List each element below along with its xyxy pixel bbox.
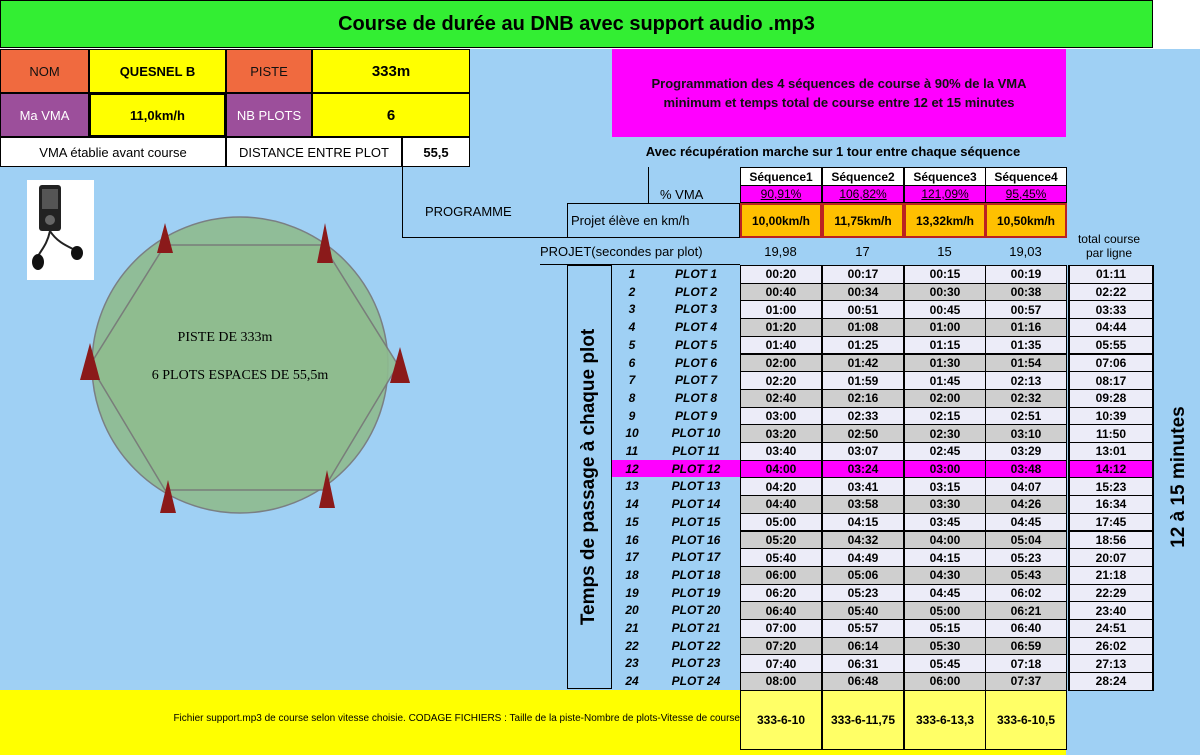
row-plot-label: PLOT 21 [671,621,721,635]
sequence-header: Séquence4 [985,167,1067,186]
sequence-pct: 121,09% [904,185,986,203]
total-cell: 10:39 [1068,407,1154,426]
time-cell: 02:00 [740,354,822,373]
row-plot-label: PLOT 6 [674,355,717,370]
vertical-label-left-text: Temps de passage à chaque plot [578,328,600,626]
total-cell: 26:02 [1068,637,1154,656]
sequence-header: Séquence2 [822,167,904,186]
row-number: 1 [628,267,636,281]
pct-vma-label: % VMA [660,187,704,202]
time-cell: 05:45 [904,654,986,673]
time-cell: 06:00 [740,566,822,585]
nom-label: NOM [0,49,89,93]
row-plot-label: PLOT 4 [674,320,717,335]
total-cell: 08:17 [1068,371,1154,390]
time-cell: 00:51 [822,300,904,319]
row-number: 7 [628,373,636,388]
time-cell: 06:14 [822,637,904,656]
row-plot-label: PLOT 14 [671,497,721,512]
time-cell: 06:21 [985,601,1067,620]
time-cell: 05:40 [822,601,904,620]
programme-label: PROGRAMME [425,204,512,219]
recup-note: Avec récupération marche sur 1 tour entre chaque séquence [645,144,1021,159]
time-cell: 01:40 [740,336,822,355]
sequence-seconds: 17 [855,244,870,259]
sequence-speed[interactable]: 11,75km/h [822,203,904,238]
time-cell: 05:23 [822,584,904,603]
time-cell: 00:40 [740,283,822,302]
row-number: 16 [625,532,639,547]
piste-label: PISTE [226,49,312,93]
row-plot-label: PLOT 18 [671,567,721,582]
projet-sec-label: PROJET(secondes par plot) [540,244,703,259]
time-cell: 03:15 [904,477,986,496]
total-cell: 03:33 [1068,300,1154,319]
time-cell: 04:26 [985,495,1067,514]
sequence-seconds: 19,98 [764,244,797,259]
time-cell: 05:00 [904,601,986,620]
row-number: 9 [628,408,636,423]
row-number: 14 [625,497,639,512]
time-cell: 00:19 [985,265,1067,284]
time-cell: 05:57 [822,619,904,638]
time-cell: 07:20 [740,637,822,656]
time-cell: 00:17 [822,265,904,284]
time-cell: 01:20 [740,318,822,337]
time-cell: 01:00 [904,318,986,337]
sequence-speed[interactable]: 13,32km/h [904,203,986,238]
total-cell: 28:24 [1068,672,1154,691]
row-plot-label: PLOT 5 [674,337,717,352]
time-cell: 04:40 [740,495,822,514]
time-cell: 03:07 [822,442,904,461]
distance-value: 55,5 [402,137,470,167]
total-cell: 23:40 [1068,601,1154,620]
time-cell: 06:40 [740,601,822,620]
total-cell: 22:29 [1068,584,1154,603]
time-cell: 05:30 [904,637,986,656]
total-cell: 07:06 [1068,354,1154,373]
row-number: 2 [628,284,636,299]
row-plot-label: PLOT 24 [671,674,721,689]
projet-kmh-label: Projet élève en km/h [567,203,740,238]
time-cell: 04:30 [904,566,986,585]
row-number: 11 [625,444,639,458]
total-cell: 11:50 [1068,424,1154,443]
time-cell: 05:06 [822,566,904,585]
total-cell: 20:07 [1068,548,1154,567]
row-number: 19 [625,585,639,600]
time-cell: 02:45 [904,442,986,461]
row-plot-label: PLOT 23 [671,656,721,671]
row-number: 6 [628,355,636,370]
total-cell: 09:28 [1068,389,1154,408]
total-cell: 14:12 [1068,460,1154,479]
file-code: 333-6-10 [740,690,822,750]
time-cell: 06:40 [985,619,1067,638]
programme-line2: minimum et temps total de course entre 12 et 15 minutes [663,95,1015,110]
total-cell: 21:18 [1068,566,1154,585]
row-plot-label: PLOT 16 [671,532,721,547]
time-cell: 01:42 [822,354,904,373]
vma-label: Ma VMA [0,93,89,137]
row-plot-label: PLOT 15 [671,514,721,529]
sequence-seconds: 15 [937,244,952,259]
sequence-pct: 90,91% [740,185,822,203]
time-cell: 02:00 [904,389,986,408]
row-number: 12 [625,461,639,476]
time-cell: 07:37 [985,672,1067,691]
vma-note: VMA établie avant course [0,137,226,167]
row-number: 21 [625,621,639,635]
total-header: total course par ligne [1077,232,1141,260]
sequence-pct: 106,82% [822,185,904,203]
file-code: 333-6-10,5 [985,690,1067,750]
time-cell: 04:32 [822,531,904,550]
time-cell: 01:59 [822,371,904,390]
time-cell: 06:00 [904,672,986,691]
time-cell: 04:15 [904,548,986,567]
time-cell: 05:20 [740,531,822,550]
time-cell: 06:31 [822,654,904,673]
time-cell: 04:15 [822,513,904,532]
row-plot-label: PLOT 10 [671,426,721,441]
track-text-1: PISTE DE 333m [177,330,273,345]
total-cell: 05:55 [1068,336,1154,355]
time-cell: 00:57 [985,300,1067,319]
row-plot-label: PLOT 17 [671,550,721,565]
pct-vma-separator [648,167,649,204]
row-number: 22 [625,638,639,653]
time-cell: 00:20 [740,265,822,284]
time-cell: 04:45 [904,584,986,603]
track-text-2: 6 PLOTS ESPACES DE 55,5m [151,368,329,383]
time-cell: 05:04 [985,531,1067,550]
time-cell: 02:16 [822,389,904,408]
sequence-seconds: 19,03 [1009,244,1042,259]
row-plot-label: PLOT 11 [672,444,720,458]
time-cell: 01:54 [985,354,1067,373]
time-cell: 03:40 [740,442,822,461]
footer-text: Fichier support.mp3 de course selon vitesse choisie. CODAGE FICHIERS : Taille de la piste-Nombre de plots-Vitesse de course [173,713,740,724]
file-code: 333-6-13,3 [904,690,986,750]
total-cell: 01:11 [1068,265,1154,284]
sequence-header: Séquence3 [904,167,986,186]
sequence-speed[interactable]: 10,00km/h [740,203,822,238]
time-cell: 03:29 [985,442,1067,461]
plots-value[interactable]: 6 [312,93,470,137]
programme-box [612,49,1066,137]
time-cell: 03:10 [985,424,1067,443]
time-cell: 03:48 [985,460,1067,479]
time-cell: 02:13 [985,371,1067,390]
time-cell: 03:45 [904,513,986,532]
time-cell: 06:20 [740,584,822,603]
time-cell: 01:08 [822,318,904,337]
time-cell: 03:20 [740,424,822,443]
time-cell: 06:48 [822,672,904,691]
time-cell: 02:50 [822,424,904,443]
row-plot-label: PLOT 2 [674,284,717,299]
sequence-header: Séquence1 [740,167,822,186]
row-plot-label: PLOT 1 [674,267,717,281]
time-cell: 03:24 [822,460,904,479]
time-cell: 00:38 [985,283,1067,302]
time-cell: 04:45 [985,513,1067,532]
row-plot-label: PLOT 19 [671,585,721,600]
row-plot-label: PLOT 12 [671,461,721,476]
row-number: 24 [625,674,639,689]
time-cell: 01:30 [904,354,986,373]
distance-label: DISTANCE ENTRE PLOT [226,137,402,167]
time-cell: 00:30 [904,283,986,302]
time-cell: 04:20 [740,477,822,496]
time-cell: 02:51 [985,407,1067,426]
time-cell: 03:41 [822,477,904,496]
programme-line1: Programmation des 4 séquences de course à 90% de la VMA [651,76,1027,91]
time-cell: 04:49 [822,548,904,567]
time-cell: 00:15 [904,265,986,284]
row-number: 10 [625,426,639,441]
time-cell: 07:00 [740,619,822,638]
time-cell: 02:32 [985,389,1067,408]
total-cell: 15:23 [1068,477,1154,496]
row-number: 23 [625,656,639,671]
vertical-label-right-text: 12 à 15 minutes [1168,406,1189,548]
time-cell: 01:25 [822,336,904,355]
time-cell: 03:00 [740,407,822,426]
time-cell: 05:00 [740,513,822,532]
time-cell: 08:00 [740,672,822,691]
time-cell: 01:00 [740,300,822,319]
time-cell: 01:15 [904,336,986,355]
total-cell: 27:13 [1068,654,1154,673]
time-cell: 03:58 [822,495,904,514]
time-cell: 01:45 [904,371,986,390]
time-cell: 07:40 [740,654,822,673]
time-cell: 03:30 [904,495,986,514]
vma-value[interactable]: 11,0km/h [89,93,226,137]
total-cell: 24:51 [1068,619,1154,638]
time-cell: 00:45 [904,300,986,319]
row-plot-label: PLOT 3 [674,302,717,317]
time-cell: 05:40 [740,548,822,567]
row-plot-label: PLOT 8 [674,390,717,405]
time-cell: 00:34 [822,283,904,302]
time-cell: 04:00 [740,460,822,479]
time-cell: 06:02 [985,584,1067,603]
row-number: 17 [625,550,639,565]
time-cell: 05:23 [985,548,1067,567]
time-cell: 02:30 [904,424,986,443]
row-number: 8 [628,390,636,405]
row-plot-label: PLOT 22 [671,638,721,653]
row-plot-label: PLOT 20 [671,603,721,618]
plots-label: NB PLOTS [226,93,312,137]
page-title: Course de durée au DNB avec support audio .mp3 [0,0,1153,48]
file-code: 333-6-11,75 [822,690,904,750]
vertical-label-left [567,265,612,689]
total-cell: 04:44 [1068,318,1154,337]
vertical-label-right [1158,265,1200,689]
title-margin [1153,0,1200,49]
total-cell: 17:45 [1068,513,1154,532]
row-number: 5 [628,337,636,352]
time-cell: 02:20 [740,371,822,390]
total-cell: 13:01 [1068,442,1154,461]
row-plot-label: PLOT 7 [674,373,717,388]
time-cell: 06:59 [985,637,1067,656]
row-number: 15 [625,514,639,529]
time-cell: 05:43 [985,566,1067,585]
row-number: 4 [628,320,636,335]
total-cell: 02:22 [1068,283,1154,302]
time-cell: 07:18 [985,654,1067,673]
time-cell: 01:16 [985,318,1067,337]
row-number: 3 [628,302,636,317]
time-cell: 01:35 [985,336,1067,355]
sequence-pct: 95,45% [985,185,1067,203]
row-plot-label: PLOT 9 [674,408,717,423]
row-plot-label: PLOT 13 [671,479,721,494]
time-cell: 02:33 [822,407,904,426]
row-number: 18 [625,567,639,582]
time-cell: 04:07 [985,477,1067,496]
total-cell: 18:56 [1068,531,1154,550]
time-cell: 02:40 [740,389,822,408]
sequence-speed[interactable]: 10,50km/h [985,203,1067,238]
time-cell: 05:15 [904,619,986,638]
nom-value[interactable]: QUESNEL B [89,49,226,93]
total-cell: 16:34 [1068,495,1154,514]
time-cell: 02:15 [904,407,986,426]
row-number: 20 [625,603,639,618]
piste-value[interactable]: 333m [312,49,470,93]
row-number: 13 [625,479,639,494]
time-cell: 04:00 [904,531,986,550]
time-cell: 03:00 [904,460,986,479]
